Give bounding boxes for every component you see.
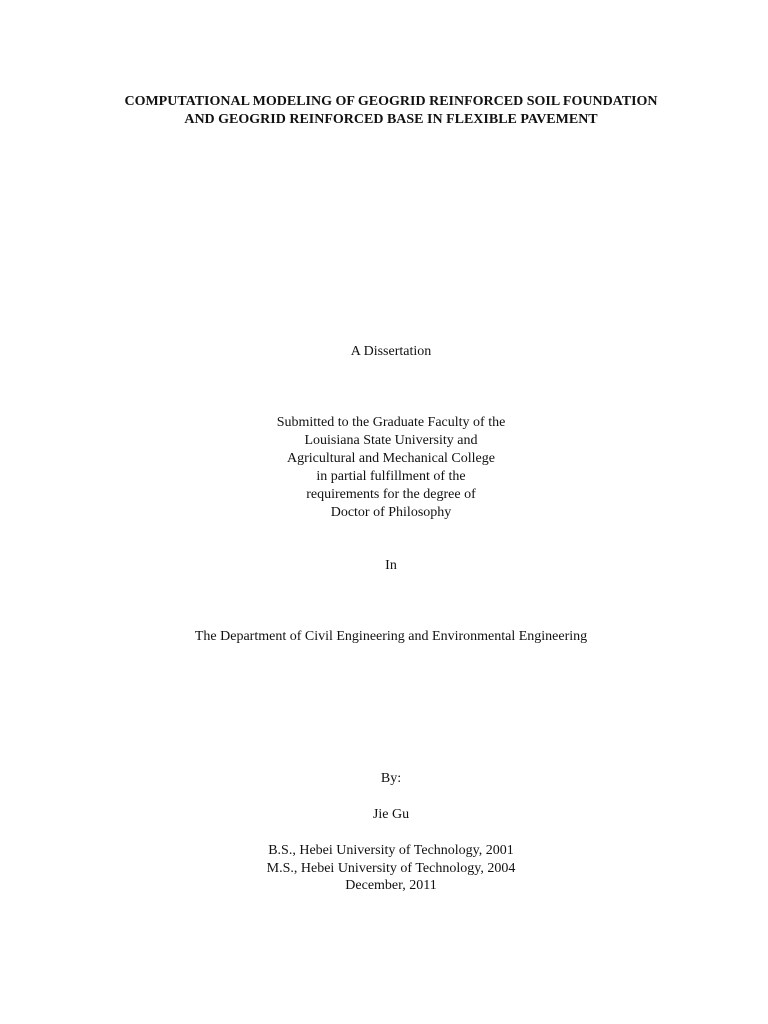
by-label: By: (380, 771, 402, 786)
submission-line-3: Agricultural and Mechanical College (287, 451, 495, 466)
submission-line-1: Submitted to the Graduate Faculty of the (276, 415, 506, 430)
title-line-2: AND GEOGRID REINFORCED BASE IN FLEXIBLE PAVEMENT (184, 112, 598, 127)
degree-bs: B.S., Hebei University of Technology, 2001 (268, 843, 514, 858)
submission-line-4: in partial fulfillment of the (316, 469, 466, 484)
submission-line-5: requirements for the degree of (306, 487, 476, 502)
title-line-1: COMPUTATIONAL MODELING OF GEOGRID REINFORCED SOIL FOUNDATION (124, 94, 658, 109)
submission-line-2: Louisiana State University and (304, 433, 478, 448)
submission-line-6: Doctor of Philosophy (330, 505, 452, 520)
author-name: Jie Gu (372, 807, 410, 822)
in-label: In (385, 558, 397, 573)
submission-date: December, 2011 (345, 878, 437, 893)
document-type: A Dissertation (350, 344, 432, 359)
department: The Department of Civil Engineering and Environmental Engineering (194, 629, 588, 644)
degree-ms: M.S., Hebei University of Technology, 2004 (266, 861, 516, 876)
